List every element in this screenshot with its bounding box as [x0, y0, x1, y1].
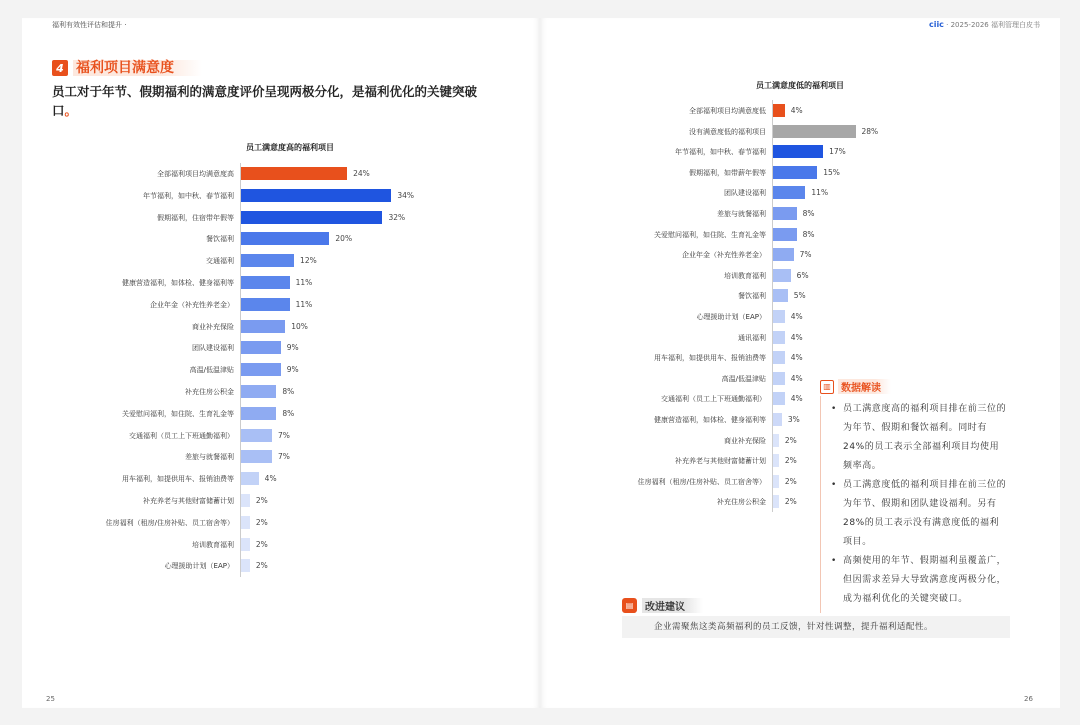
category-label: 健康营造福利，如体检、健身福利等 [122, 279, 234, 287]
category-label: 假期福利，住宿带年假等 [157, 213, 234, 222]
category-label: 住房福利（租房/住房补贴、员工宿舍等） [105, 518, 234, 527]
running-header-right-text: · 2025-2026 福利管理白皮书 [946, 21, 1040, 29]
bar [773, 413, 782, 426]
category-label: 用车福利，如提供用车、报销油费等 [654, 354, 766, 363]
bar [773, 228, 797, 241]
bar [773, 269, 791, 282]
interpretation-title: 数据解读 [838, 379, 891, 394]
bar [241, 276, 290, 289]
running-header-left: 福利有效性评估和提升 · [52, 21, 127, 29]
value-label: 8% [282, 408, 295, 418]
bar [241, 254, 294, 267]
category-label: 培训教育福利 [724, 271, 766, 280]
interpretation-item: • 员工满意度高的福利项目排在前三位的为年节、假期和餐饮福利。同时有24%的员工表示全部福利项目均使用频率高。 [843, 400, 1008, 476]
value-label: 6% [796, 270, 809, 280]
category-label: 团队建设福利 [724, 189, 766, 198]
value-label: 8% [802, 209, 815, 218]
bar [773, 495, 779, 508]
interpretation-heading [820, 379, 1008, 394]
value-label: 8% [282, 387, 295, 396]
bar [241, 211, 382, 224]
value-label: 4% [264, 474, 277, 484]
suggestion-title: 改进建议 [642, 598, 703, 613]
category-label: 补充养老与其他财富储蓄计划 [143, 497, 234, 505]
bar [773, 454, 779, 467]
category-label: 健康营造福利，如体检、健身福利等 [654, 416, 766, 424]
bar [241, 189, 391, 202]
interpretation-item: • 员工满意度低的福利项目排在前三位的为年节、假期和团队建设福利。另有28%的员工表示没有满意度低的福利项目。 [843, 476, 1008, 552]
value-label: 32% [388, 212, 406, 222]
category-label: 没有满意度低的福利项目 [689, 127, 766, 136]
page-number-right: 26 [1024, 695, 1033, 703]
category-label: 差旅与就餐福利 [717, 210, 766, 218]
category-label: 全部福利项目均满意度高 [157, 170, 234, 178]
bar [241, 559, 250, 572]
category-label: 餐饮福利 [206, 235, 234, 244]
bar [241, 167, 347, 180]
running-header-right [929, 20, 1040, 30]
bar [241, 407, 276, 420]
brand-logo: ciic [928, 20, 944, 29]
bar [241, 320, 285, 333]
value-label: 2% [255, 561, 268, 571]
interpretation-item: • 高频使用的年节、假期福利虽覆盖广，但因需求差异大导致满意度两极分化，成为福利优化的关键突破口。 [843, 552, 1008, 609]
bar [773, 166, 817, 179]
category-label: 商业补充保险 [192, 322, 234, 331]
chart-icon: ▥ [820, 380, 834, 394]
lead-period: 。 [64, 103, 78, 118]
bar [241, 363, 281, 376]
category-label: 补充养老与其他财富储蓄计划 [675, 457, 766, 466]
bar [773, 207, 797, 220]
bar [241, 298, 290, 311]
value-label: 5% [793, 291, 806, 301]
category-label: 补充住房公积金 [717, 498, 766, 507]
chart-axis [772, 100, 773, 512]
lead-paragraph [52, 82, 482, 120]
category-label: 差旅与就餐福利 [185, 453, 234, 462]
value-label: 4% [790, 106, 803, 115]
value-label: 7% [277, 430, 290, 440]
value-label: 2% [255, 496, 268, 505]
bar [773, 248, 794, 261]
category-label: 心理援助计划（EAP） [696, 313, 766, 321]
suggestion-heading [622, 598, 1010, 613]
value-label: 15% [823, 167, 840, 177]
bar [773, 475, 779, 488]
value-label: 12% [300, 256, 317, 266]
category-label: 通讯福利 [738, 333, 766, 342]
value-label: 3% [787, 415, 800, 424]
category-label: 补充住房公积金 [185, 388, 234, 396]
bar [241, 429, 272, 442]
value-label: 34% [397, 190, 414, 200]
bar [773, 351, 785, 364]
value-label: 4% [790, 332, 803, 342]
category-label: 高温/低温津贴 [721, 374, 766, 383]
value-label: 2% [784, 456, 797, 466]
bar [241, 385, 276, 398]
bar [773, 434, 779, 447]
document-icon: ▤ [622, 598, 637, 613]
bar [773, 331, 785, 344]
category-label: 用车福利，如提供用车、报销油费等 [122, 475, 234, 484]
bar [241, 341, 281, 354]
category-label: 高温/低温津贴 [189, 366, 234, 375]
category-label: 团队建设福利 [192, 344, 234, 353]
bar [773, 289, 788, 302]
section-title: 福利项目满意度 [73, 60, 202, 76]
value-label: 7% [799, 250, 812, 260]
category-label: 餐饮福利 [738, 292, 766, 301]
value-label: 4% [790, 394, 803, 404]
interpretation-box [820, 396, 1008, 613]
value-label: 10% [291, 321, 308, 331]
category-label: 企业年金（补充性养老金） [682, 251, 766, 260]
section-number-badge: 4 [52, 60, 68, 76]
value-label: 4% [790, 373, 803, 383]
value-label: 9% [286, 365, 299, 375]
bar [241, 450, 272, 463]
value-label: 17% [829, 147, 846, 157]
value-label: 2% [255, 517, 268, 527]
value-label: 9% [286, 343, 299, 353]
bar [241, 494, 250, 507]
category-label: 年节福利，如中秋、春节福利 [675, 148, 766, 157]
value-label: 2% [784, 497, 797, 507]
bar [773, 372, 785, 385]
bar [773, 125, 856, 138]
value-label: 11% [295, 299, 313, 309]
chart-high-satisfaction [40, 163, 460, 583]
value-label: 2% [784, 476, 797, 486]
value-label: 7% [277, 452, 290, 462]
bar [241, 232, 329, 245]
category-label: 住房福利（租房/住房补贴、员工宿舍等） [637, 477, 766, 486]
bar [773, 104, 785, 117]
category-label: 商业补充保险 [724, 436, 766, 445]
chart-title-low: 员工满意度低的福利项目 [756, 81, 844, 90]
lead-text: 员工对于年节、假期福利的满意度评价呈现两极分化，是福利优化的关键突破口 [52, 84, 478, 118]
bar [773, 392, 785, 405]
value-label: 11% [811, 188, 829, 198]
value-label: 4% [790, 353, 803, 363]
value-label: 28% [861, 126, 879, 136]
bar [773, 186, 805, 199]
category-label: 交通福利 [206, 257, 234, 266]
improvement-suggestion [622, 598, 1010, 638]
section-heading [52, 60, 202, 76]
chart-title-high: 员工满意度高的福利项目 [246, 143, 334, 152]
bar [773, 310, 785, 323]
data-interpretation [820, 379, 1008, 613]
category-label: 交通福利（员工上下班通勤福利） [129, 431, 234, 440]
value-label: 2% [784, 435, 797, 445]
value-label: 8% [802, 229, 815, 239]
category-label: 关爱慰问福利，如住院、生育礼金等 [122, 409, 234, 418]
category-label: 心理援助计划（EAP） [164, 562, 234, 571]
category-label: 年节福利，如中秋、春节福利 [143, 191, 234, 200]
bar [241, 538, 250, 551]
suggestion-text: 企业需聚焦这类高频福利的员工反馈，针对性调整，提升福利适配性。 [622, 616, 1010, 638]
category-label: 关爱慰问福利，如住院、生育礼金等 [654, 230, 766, 239]
bar [773, 145, 823, 158]
page-number-left: 25 [46, 695, 55, 703]
value-label: 20% [335, 234, 353, 244]
value-label: 24% [353, 169, 370, 178]
category-label: 企业年金（补充性养老金） [150, 300, 234, 309]
value-label: 4% [790, 312, 803, 321]
value-label: 2% [255, 539, 268, 549]
bar [241, 472, 259, 485]
value-label: 11% [295, 278, 313, 287]
category-label: 培训教育福利 [192, 540, 234, 549]
category-label: 交通福利（员工上下班通勤福利） [661, 395, 766, 404]
bar [241, 516, 250, 529]
category-label: 全部福利项目均满意度低 [689, 107, 766, 115]
category-label: 假期福利，如带薪年假等 [689, 168, 766, 177]
